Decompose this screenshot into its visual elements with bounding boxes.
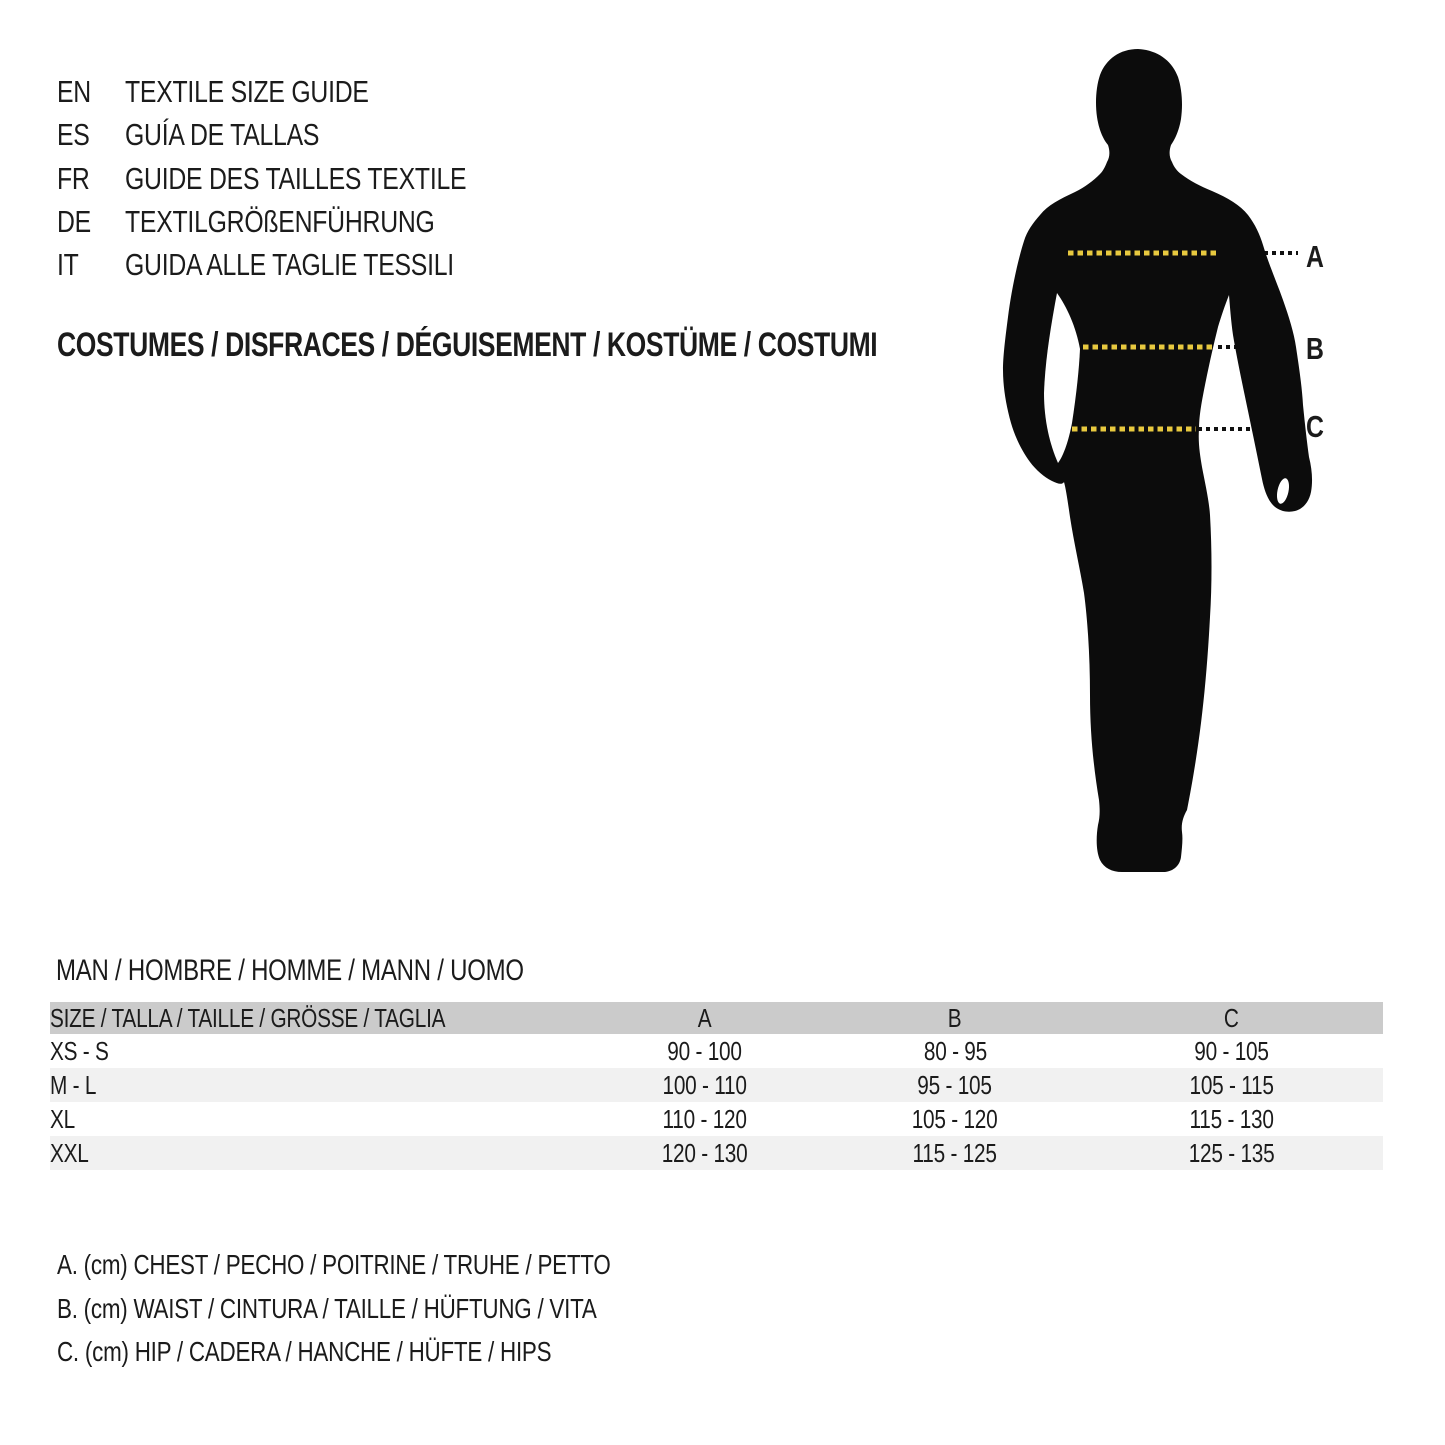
hip-cell: 125 - 135 bbox=[1188, 1137, 1275, 1168]
chest-cell: 120 - 130 bbox=[662, 1137, 748, 1168]
language-code: FR bbox=[57, 160, 90, 196]
col-header-b: B bbox=[948, 1002, 962, 1033]
language-title: TEXTILGRÖßENFÜHRUNG bbox=[125, 203, 435, 239]
man-silhouette bbox=[1003, 49, 1312, 872]
language-title: GUIDE DES TAILLES TEXTILE bbox=[125, 160, 467, 196]
chest-cell: 100 - 110 bbox=[662, 1069, 748, 1100]
measure-label-b: B bbox=[1306, 331, 1324, 366]
size-table-container bbox=[50, 1002, 1383, 1170]
chest-cell: 90 - 100 bbox=[667, 1035, 743, 1066]
col-header-a: A bbox=[698, 1002, 712, 1033]
col-header-size: SIZE / TALLA / TAILLE / GRÖSSE / TAGLIA bbox=[50, 1002, 446, 1033]
language-title-list bbox=[57, 70, 569, 286]
size-cell: XL bbox=[50, 1103, 75, 1134]
note-chest: A. (cm) CHEST / PECHO / POITRINE / TRUHE / PETTO bbox=[57, 1249, 611, 1280]
language-row bbox=[57, 243, 569, 286]
waist-cell: 105 - 120 bbox=[912, 1103, 998, 1134]
language-title: GUÍA DE TALLAS bbox=[125, 117, 320, 153]
note-hip: C. (cm) HIP / CADERA / HANCHE / HÜFTE / HIPS bbox=[57, 1336, 552, 1367]
language-row bbox=[57, 70, 569, 113]
hip-cell: 90 - 105 bbox=[1194, 1035, 1269, 1066]
language-row bbox=[57, 157, 569, 200]
table-row-xs-s bbox=[50, 1034, 1383, 1068]
waist-cell: 115 - 125 bbox=[912, 1137, 998, 1168]
man-silhouette-figure bbox=[1000, 45, 1340, 915]
gender-heading: MAN / HOMBRE / HOMME / MANN / UOMO bbox=[56, 954, 524, 987]
hip-cell: 115 - 130 bbox=[1189, 1103, 1274, 1134]
size-table bbox=[50, 1002, 1383, 1170]
language-row bbox=[57, 200, 569, 243]
size-cell: XXL bbox=[50, 1137, 89, 1168]
language-row bbox=[57, 113, 569, 156]
size-cell: XS - S bbox=[50, 1035, 109, 1066]
language-code: ES bbox=[57, 117, 90, 153]
language-title: GUIDA ALLE TAGLIE TESSILI bbox=[125, 247, 454, 283]
chest-cell: 110 - 120 bbox=[662, 1103, 748, 1134]
size-table-header-row bbox=[50, 1002, 1383, 1034]
language-title: TEXTILE SIZE GUIDE bbox=[125, 74, 369, 109]
waist-cell: 95 - 105 bbox=[917, 1069, 993, 1100]
measure-label-a: A bbox=[1306, 239, 1324, 274]
table-row-m-l bbox=[50, 1068, 1383, 1102]
measurement-notes bbox=[57, 1243, 749, 1374]
table-row-xxl bbox=[50, 1136, 1383, 1170]
table-row-xl bbox=[50, 1102, 1383, 1136]
language-code: IT bbox=[57, 247, 79, 283]
category-heading: COSTUMES / DISFRACES / DÉGUISEMENT / KOSTÜME / COSTUMI bbox=[57, 326, 878, 364]
waist-cell: 80 - 95 bbox=[923, 1035, 987, 1066]
language-code: EN bbox=[57, 74, 91, 109]
language-code: DE bbox=[57, 203, 91, 239]
col-header-c: C bbox=[1224, 1002, 1239, 1033]
measure-label-c: C bbox=[1306, 409, 1324, 444]
size-cell: M - L bbox=[50, 1069, 97, 1100]
hip-cell: 105 - 115 bbox=[1189, 1069, 1274, 1100]
note-waist: B. (cm) WAIST / CINTURA / TAILLE / HÜFTUNG / VITA bbox=[57, 1292, 597, 1324]
